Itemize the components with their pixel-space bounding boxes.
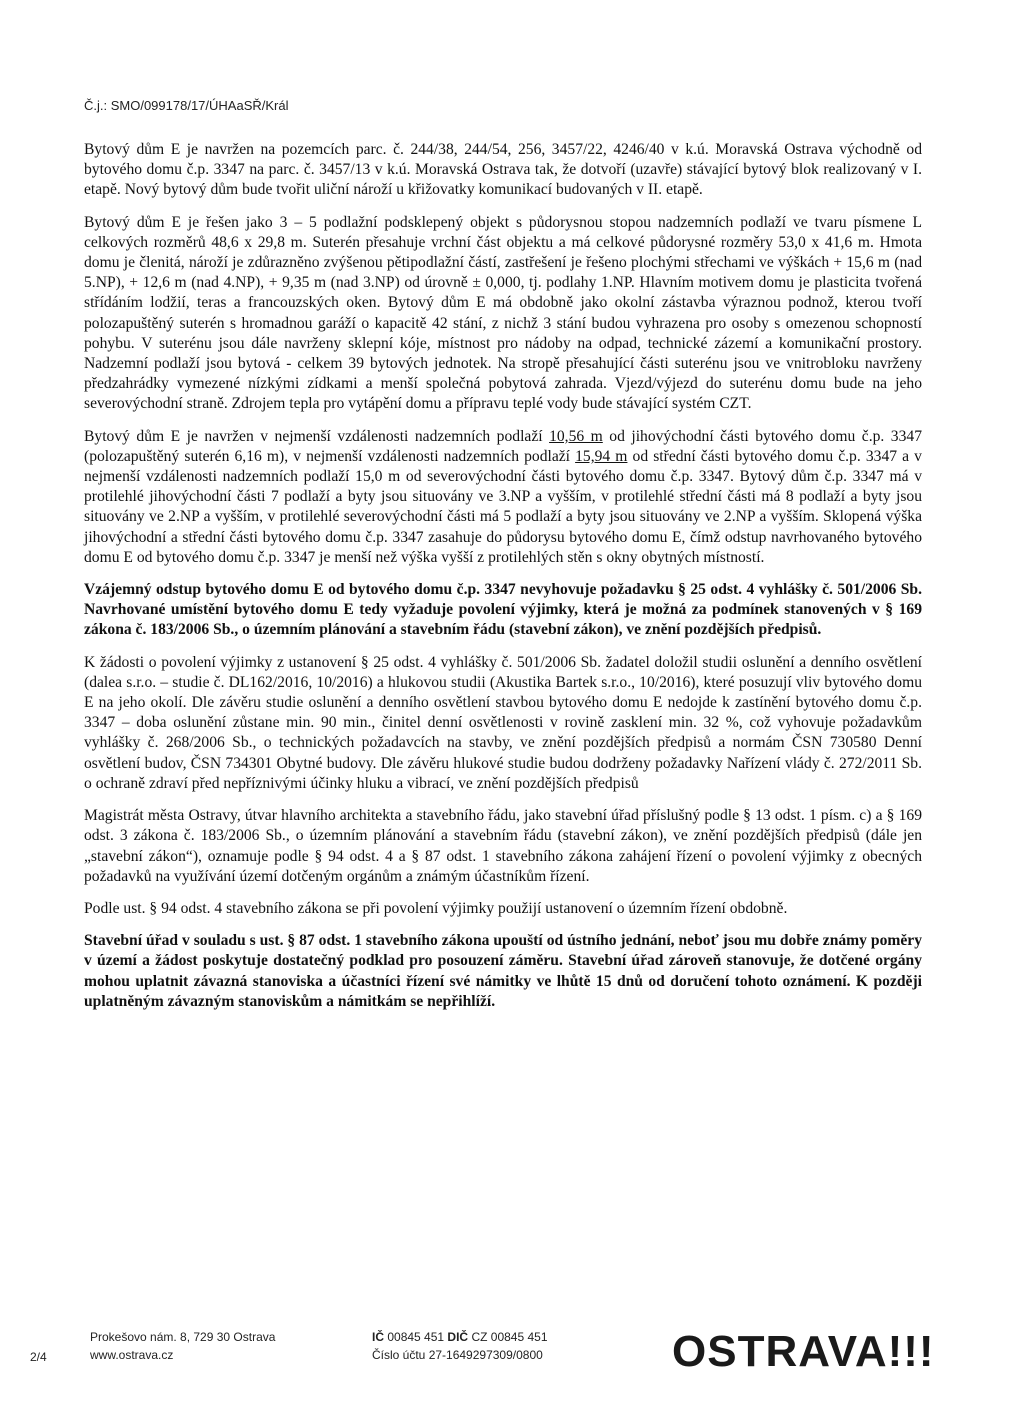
paragraph-distances <box>84 427 922 568</box>
footer-ic-dic <box>372 1328 548 1346</box>
distance-value-1: 10,56 m <box>549 427 603 445</box>
distances-text-a: Bytový dům E je navržen v nejmenší vzdálenosti nadzemních podlaží <box>84 427 550 445</box>
dic-label: DIČ <box>447 1330 469 1344</box>
distance-value-2: 15,94 m <box>575 447 628 465</box>
page-footer <box>0 1327 1024 1376</box>
footer-website: www.ostrava.cz <box>90 1348 174 1362</box>
ostrava-logo: OSTRAVA!!! <box>672 1327 935 1376</box>
distances-text-b: od jihovýchodní části bytového domu č.p. 3347 (polozapuštěný suterén 6,16 m), v nejmenší vzdálenosti nadzemních podlaží <box>84 427 922 465</box>
footer-address: Prokešovo nám. 8, 729 30 Ostrava <box>90 1330 276 1344</box>
ic-value: 00845 451 <box>387 1330 445 1344</box>
paragraph-exception-required: Vzájemný odstup bytového domu E od bytového domu č.p. 3347 nevyhovuje požadavku § 25 odst. 4 vyhlášky č. 501/2006 Sb. Navrhované umístění bytového domu E tedy vyžaduje povolení výjimky, která je možná za podmínek stanovených v § 169 zákona č. 183/2006 Sb., o územním plánování a stavebním řádu (stavební zákon), ve znění pozdějších předpisů. <box>84 581 922 639</box>
paragraph-no-hearing: Stavební úřad v souladu s ust. § 87 odst. 1 stavebního zákona upouští od ústního jednání, neboť jsou mu dobře známy poměry v území a žádost poskytuje dostatečný podklad pro posouzení záměru. Stavební úřad zároveň stanovuje, že dotčené orgány mohou uplatnit závazná stanoviska a účastníci řízení své námitky ve lhůtě 15 dnů od doručení tohoto oznámení. K později uplatněným závazným stanoviskům a námitkám se nepřihlíží. <box>84 932 922 1010</box>
paragraph-procedure: Podle ust. § 94 odst. 4 stavebního zákona se při povolení výjimky použijí ustanovení o územním řízení obdobně. <box>84 899 788 917</box>
paragraph-announcement: Magistrát města Ostravy, útvar hlavního architekta a stavebního řádu, jako stavební úřad příslušný podle § 13 odst. 1 písm. c) a § 169 odst. 3 zákona č. 183/2006 Sb., o územním plánování a stavebním řádu (stavební zákon), ve znění pozdějších předpisů (dále jen „stavební zákon“), oznamuje podle § 94 odst. 4 a § 87 odst. 1 stavebního zákona zahájení řízení o povolení výjimky z obecných požadavků na využívání území dotčeným orgánům a známým účastníkům řízení. <box>84 807 922 885</box>
paragraph-description: Bytový dům E je řešen jako 3 – 5 podlažní podsklepený objekt s půdorysnou stopou nadzemních podlaží ve tvaru písmene L celkových rozměrů 48,6 x 29,8 m. Suterén přesahuje vrchní část objektu a má celkové půdorysné rozměry 53,0 x 41,6 m. Hmota domu je členitá, nároží je zdůrazněno zvýšenou pětipodlažní částí, zastřešení je řešeno plochými střechami ve výškách + 15,6 m (nad 5.NP), + 12,6 m (nad 4.NP), + 9,35 m (nad 3.NP) od úrovně ± 0,000, tj. podlahy 1.NP. Hlavním motivem domu je plasticita tvořená střídáním lodžií, teras a francouzských oken. Bytový dům E má obdobně jako okolní zástavba výraznou podnož, kterou tvoří polozapuštěný suterén s hromadnou garáží o kapacitě 42 stání, z nichž 3 stání budou vyhrazena pro osoby s omezenou schopností pohybu. V suterénu jsou dále navrženy sklepní kóje, místnost pro nádoby na odpad, technické zázemí a komunikační prostory. Nadzemní podlaží jsou bytová - celkem 39 bytových jednotek. Na stropě přesahující části suterénu jsou ve vnitrobloku navrženy předzahrádky vymezené nízkými zídkami a menší společná pobytová zahrada. Vjezd/výjezd do suterénu domu bude na jeho severovýchodní straně. Zdrojem tepla pro vytápění domu a přípravu teplé vody bude stávající systém CZT. <box>84 213 922 413</box>
document-reference: Č.j.: SMO/099178/17/ÚHAaSŘ/Král <box>84 98 289 113</box>
paragraph-studies: K žádosti o povolení výjimky z ustanovení § 25 odst. 4 vyhlášky č. 501/2006 Sb. žadatel doložil studii oslunění a denního osvětlení (dalea s.r.o. – studie č. DL162/2016, 10/2016) a hlukovou studii (Akustika Bartek s.r.o., 10/2016), které posuzují vliv bytového domu E na jeho okolí. Dle závěru studie oslunění a denního osvětlení stavbou bytového domu E nedojde k zastínění bytového domu č.p. 3347 – doba oslunění zůstane min. 90 min., činitel denní osvětlenosti v rovině zasklení min. 32 %, což vyhovuje požadavkům vyhlášky č. 268/2006 Sb., o technických požadavcích na stavby, ve znění pozdějších předpisů a normám ČSN 730580 Denní osvětlení budov, ČSN 734301 Obytné budovy. Dle závěru hlukové studie budou dodrženy požadavky Nařízení vlády č. 272/2011 Sb. o ochraně zdraví před nepříznivými účinky hluku a vibrací, ve znění pozdějších předpisů <box>84 653 922 792</box>
footer-ids-block <box>372 1328 548 1364</box>
page-number: 2/4 <box>30 1350 47 1364</box>
dic-value: CZ 00845 451 <box>471 1330 548 1344</box>
distances-text-c: od střední části bytového domu č.p. 3347 a v nejmenší vzdálenosti nadzemních podlaží 15,0 m od severovýchodní části bytového domu č.p. 3347. Bytový dům č.p. 3347 má v protilehlé jihovýchodní části 7 podlaží a byty jsou situovány ve 3.NP a vyšším, v protilehlé střední části má 8 podlaží a byty jsou situovány ve 2.NP a vyšším, v protilehlé severovýchodní části má 5 podlaží a byty jsou situovány ve 2.NP a vyšším. Sklopená výška jihovýchodní a střední části bytového domu č.p. 3347 zasahuje do půdorysu bytového domu E, čímž odstup navrhovaného bytového domu E od bytového domu č.p. 3347 je menší než výška vyšší z protilehlých stěn s okny obytných místností. <box>84 447 922 566</box>
footer-address-block <box>90 1328 275 1364</box>
footer-account: Číslo účtu 27-1649297309/0800 <box>372 1348 543 1362</box>
ic-label: IČ <box>372 1330 384 1344</box>
document-body <box>84 140 922 1024</box>
paragraph-location: Bytový dům E je navržen na pozemcích parc. č. 244/38, 244/54, 256, 3457/22, 4246/40 v k.ú. Moravská Ostrava východně od bytového domu č.p. 3347 na parc. č. 3457/13 v k.ú. Moravská Ostrava tak, že dotvoří (uzavře) stávající bytový blok realizovaný v I. etapě. Nový bytový dům bude tvořit uliční nároží u křižovatky komunikací budovaných v II. etapě. <box>84 141 922 199</box>
